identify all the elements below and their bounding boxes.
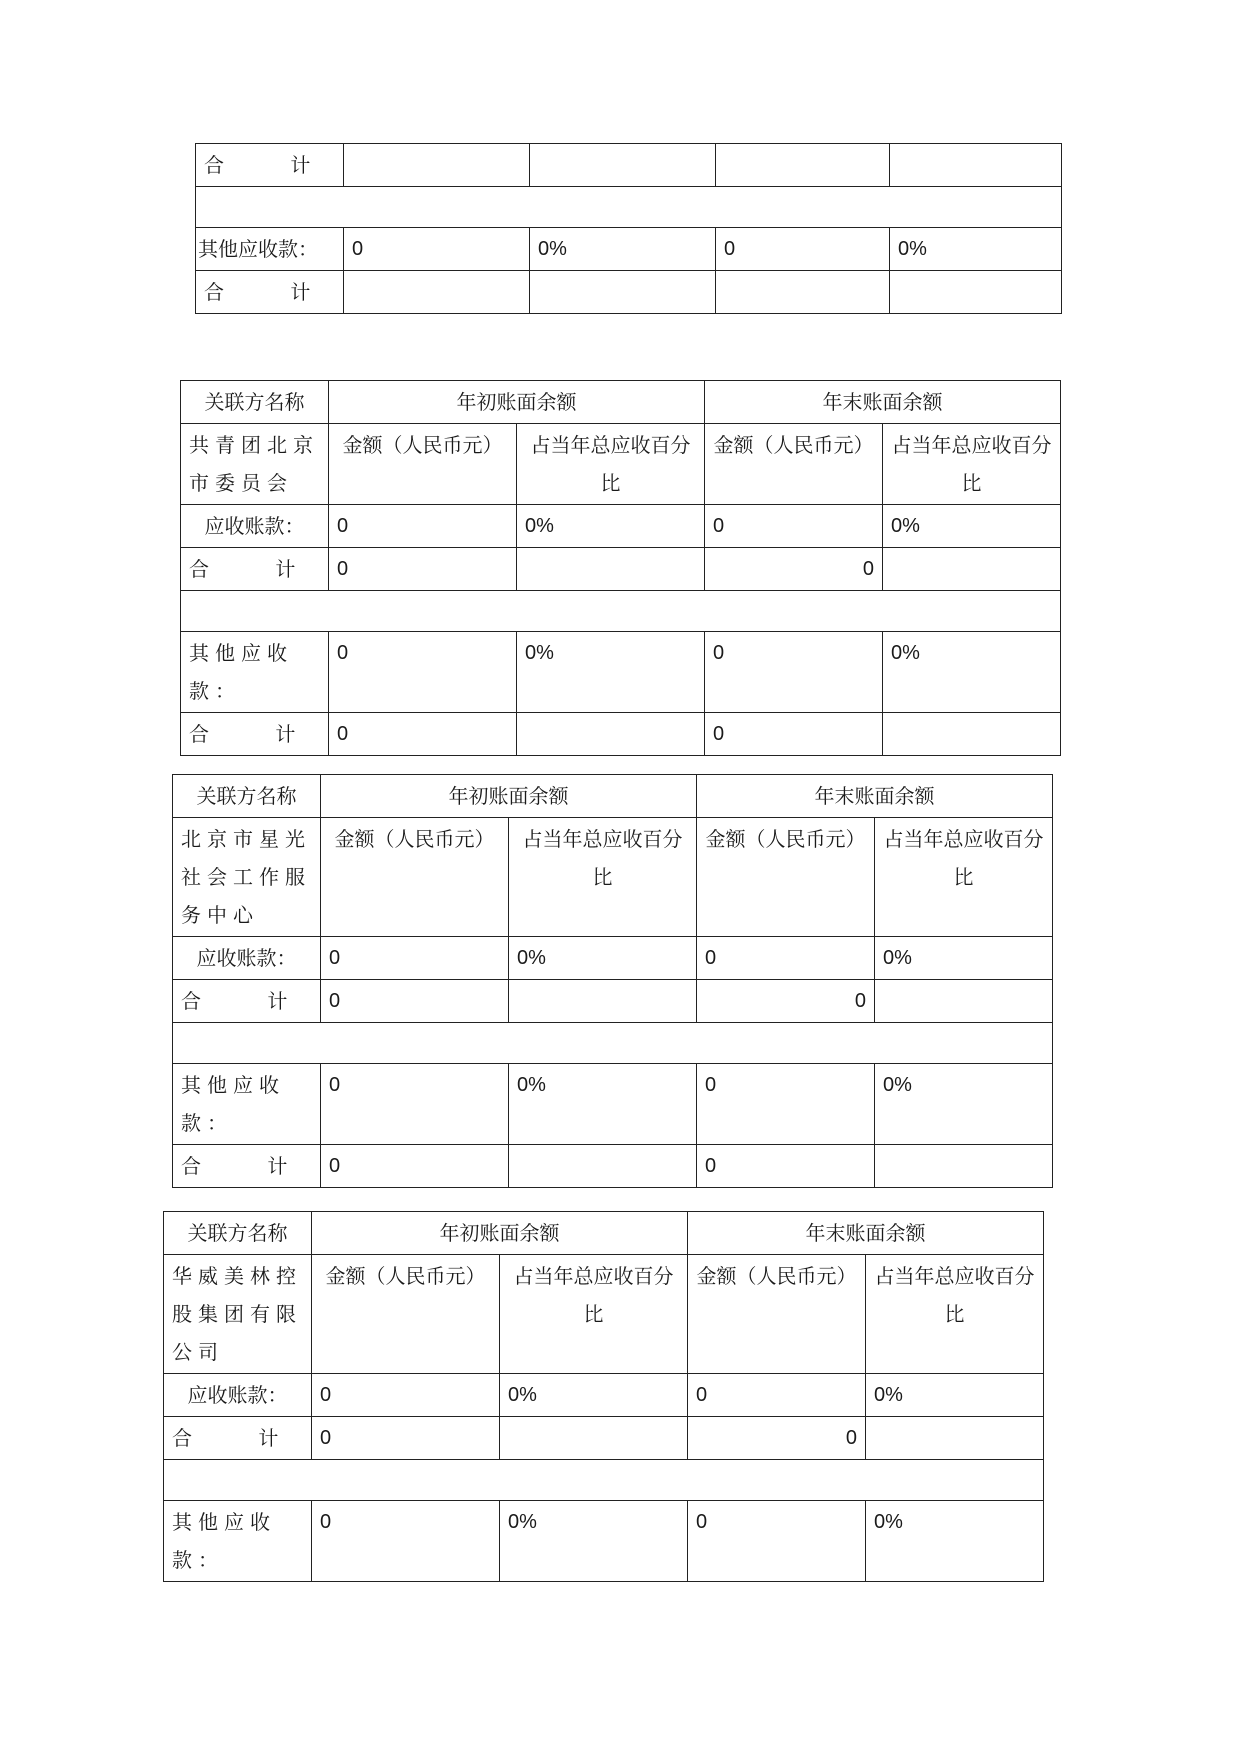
begin-amount: 0 xyxy=(329,548,517,591)
total-label: 合 计 xyxy=(196,271,344,314)
begin-amount: 0 xyxy=(312,1374,500,1417)
table-row xyxy=(196,271,1062,314)
ar-total-row xyxy=(173,980,1053,1023)
related-party-table-1 xyxy=(180,380,1061,756)
end-pct xyxy=(875,980,1053,1023)
accounts-receivable-label: 应收账款： xyxy=(181,505,329,548)
total-label: 合 计 xyxy=(173,1145,321,1188)
header-row xyxy=(181,381,1061,424)
related-party-table-3 xyxy=(163,1211,1044,1582)
begin-pct xyxy=(517,548,705,591)
begin-pct-header: 占当年总应收百分比 xyxy=(517,424,705,505)
end-amount: 0 xyxy=(688,1417,866,1460)
end-pct xyxy=(883,548,1061,591)
end-pct xyxy=(875,1145,1053,1188)
begin-pct: 0% xyxy=(509,937,697,980)
total-label: 合 计 xyxy=(196,144,344,187)
table-row xyxy=(196,144,1062,187)
begin-pct: 0% xyxy=(500,1374,688,1417)
begin-amount-header: 金额（人民币元） xyxy=(329,424,517,505)
subheader-row xyxy=(164,1255,1044,1374)
begin-amount-header: 金额（人民币元） xyxy=(312,1255,500,1374)
related-party-table-2 xyxy=(172,774,1053,1188)
party-name: 北京市星光社会工作服务中心 xyxy=(173,818,321,937)
total-label: 合 计 xyxy=(173,980,321,1023)
ar-total-row xyxy=(181,548,1061,591)
subheader-row xyxy=(181,424,1061,505)
cell xyxy=(530,271,716,314)
end-balance-header: 年末账面余额 xyxy=(688,1212,1044,1255)
begin-amount: 0 xyxy=(321,1145,509,1188)
begin-amount: 0 xyxy=(329,632,517,713)
begin-amount: 0 xyxy=(321,980,509,1023)
end-amount: 0 xyxy=(688,1374,866,1417)
begin-pct-header: 占当年总应收百分比 xyxy=(500,1255,688,1374)
other-receivables-label: 其他应收款： xyxy=(173,1064,321,1145)
end-amount-header: 金额（人民币元） xyxy=(688,1255,866,1374)
spacer-row xyxy=(164,1460,1044,1501)
begin-amount-header: 金额（人民币元） xyxy=(321,818,509,937)
end-pct: 0% xyxy=(875,1064,1053,1145)
ar-total-row xyxy=(164,1417,1044,1460)
end-amount: 0 xyxy=(705,548,883,591)
begin-pct: 0% xyxy=(517,505,705,548)
accounts-receivable-label: 应收账款： xyxy=(173,937,321,980)
begin-amount: 0 xyxy=(321,937,509,980)
accounts-receivable-row xyxy=(164,1374,1044,1417)
other-receivables-row xyxy=(181,632,1061,713)
cell xyxy=(890,144,1062,187)
accounts-receivable-row xyxy=(181,505,1061,548)
accounts-receivable-label: 应收账款： xyxy=(164,1374,312,1417)
end-amount: 0 xyxy=(697,1145,875,1188)
begin-pct: 0% xyxy=(530,228,716,271)
spacer-row xyxy=(173,1023,1053,1064)
party-name: 共青团北京市委员会 xyxy=(181,424,329,505)
end-amount: 0 xyxy=(688,1501,866,1582)
related-party-header: 关联方名称 xyxy=(164,1212,312,1255)
total-label: 合 计 xyxy=(181,548,329,591)
related-party-header: 关联方名称 xyxy=(181,381,329,424)
end-amount: 0 xyxy=(716,228,890,271)
table-row xyxy=(196,228,1062,271)
related-party-header: 关联方名称 xyxy=(173,775,321,818)
spacer-row xyxy=(196,187,1062,228)
cell xyxy=(344,271,530,314)
begin-pct xyxy=(517,713,705,756)
end-pct: 0% xyxy=(875,937,1053,980)
end-amount: 0 xyxy=(705,632,883,713)
begin-pct xyxy=(500,1417,688,1460)
cell xyxy=(530,144,716,187)
subheader-row xyxy=(173,818,1053,937)
end-pct: 0% xyxy=(883,505,1061,548)
end-balance-header: 年末账面余额 xyxy=(705,381,1061,424)
end-amount: 0 xyxy=(705,713,883,756)
total-label: 合 计 xyxy=(181,713,329,756)
other-receivables-row xyxy=(164,1501,1044,1582)
or-total-row xyxy=(173,1145,1053,1188)
begin-pct: 0% xyxy=(500,1501,688,1582)
end-amount: 0 xyxy=(697,1064,875,1145)
begin-pct xyxy=(509,1145,697,1188)
party-name: 华威美林控股集团有限公司 xyxy=(164,1255,312,1374)
end-pct-header: 占当年总应收百分比 xyxy=(883,424,1061,505)
end-pct: 0% xyxy=(883,632,1061,713)
header-row xyxy=(164,1212,1044,1255)
begin-pct: 0% xyxy=(517,632,705,713)
other-receivables-label: 其他应收款： xyxy=(181,632,329,713)
begin-balance-header: 年初账面余额 xyxy=(321,775,697,818)
total-label: 合 计 xyxy=(164,1417,312,1460)
begin-pct xyxy=(509,980,697,1023)
end-pct-header: 占当年总应收百分比 xyxy=(866,1255,1044,1374)
end-pct: 0% xyxy=(866,1501,1044,1582)
cell xyxy=(716,271,890,314)
end-pct: 0% xyxy=(890,228,1062,271)
begin-amount: 0 xyxy=(312,1417,500,1460)
begin-pct-header: 占当年总应收百分比 xyxy=(509,818,697,937)
spacer-row xyxy=(181,591,1061,632)
continued-receivables-table xyxy=(195,143,1062,314)
begin-pct: 0% xyxy=(509,1064,697,1145)
header-row xyxy=(173,775,1053,818)
begin-amount: 0 xyxy=(329,505,517,548)
end-amount: 0 xyxy=(697,937,875,980)
other-receivables-row xyxy=(173,1064,1053,1145)
end-amount-header: 金额（人民币元） xyxy=(705,424,883,505)
begin-balance-header: 年初账面余额 xyxy=(312,1212,688,1255)
begin-amount: 0 xyxy=(344,228,530,271)
end-amount: 0 xyxy=(705,505,883,548)
end-pct: 0% xyxy=(866,1374,1044,1417)
begin-amount: 0 xyxy=(312,1501,500,1582)
end-pct xyxy=(866,1417,1044,1460)
cell xyxy=(716,144,890,187)
cell xyxy=(890,271,1062,314)
accounts-receivable-row xyxy=(173,937,1053,980)
begin-amount: 0 xyxy=(321,1064,509,1145)
cell xyxy=(344,144,530,187)
end-balance-header: 年末账面余额 xyxy=(697,775,1053,818)
end-pct xyxy=(883,713,1061,756)
end-amount-header: 金额（人民币元） xyxy=(697,818,875,937)
end-amount: 0 xyxy=(697,980,875,1023)
begin-balance-header: 年初账面余额 xyxy=(329,381,705,424)
other-receivables-label: 其他应收款： xyxy=(164,1501,312,1582)
other-receivables-label: 其他应收款： xyxy=(196,228,344,271)
end-pct-header: 占当年总应收百分比 xyxy=(875,818,1053,937)
or-total-row xyxy=(181,713,1061,756)
begin-amount: 0 xyxy=(329,713,517,756)
